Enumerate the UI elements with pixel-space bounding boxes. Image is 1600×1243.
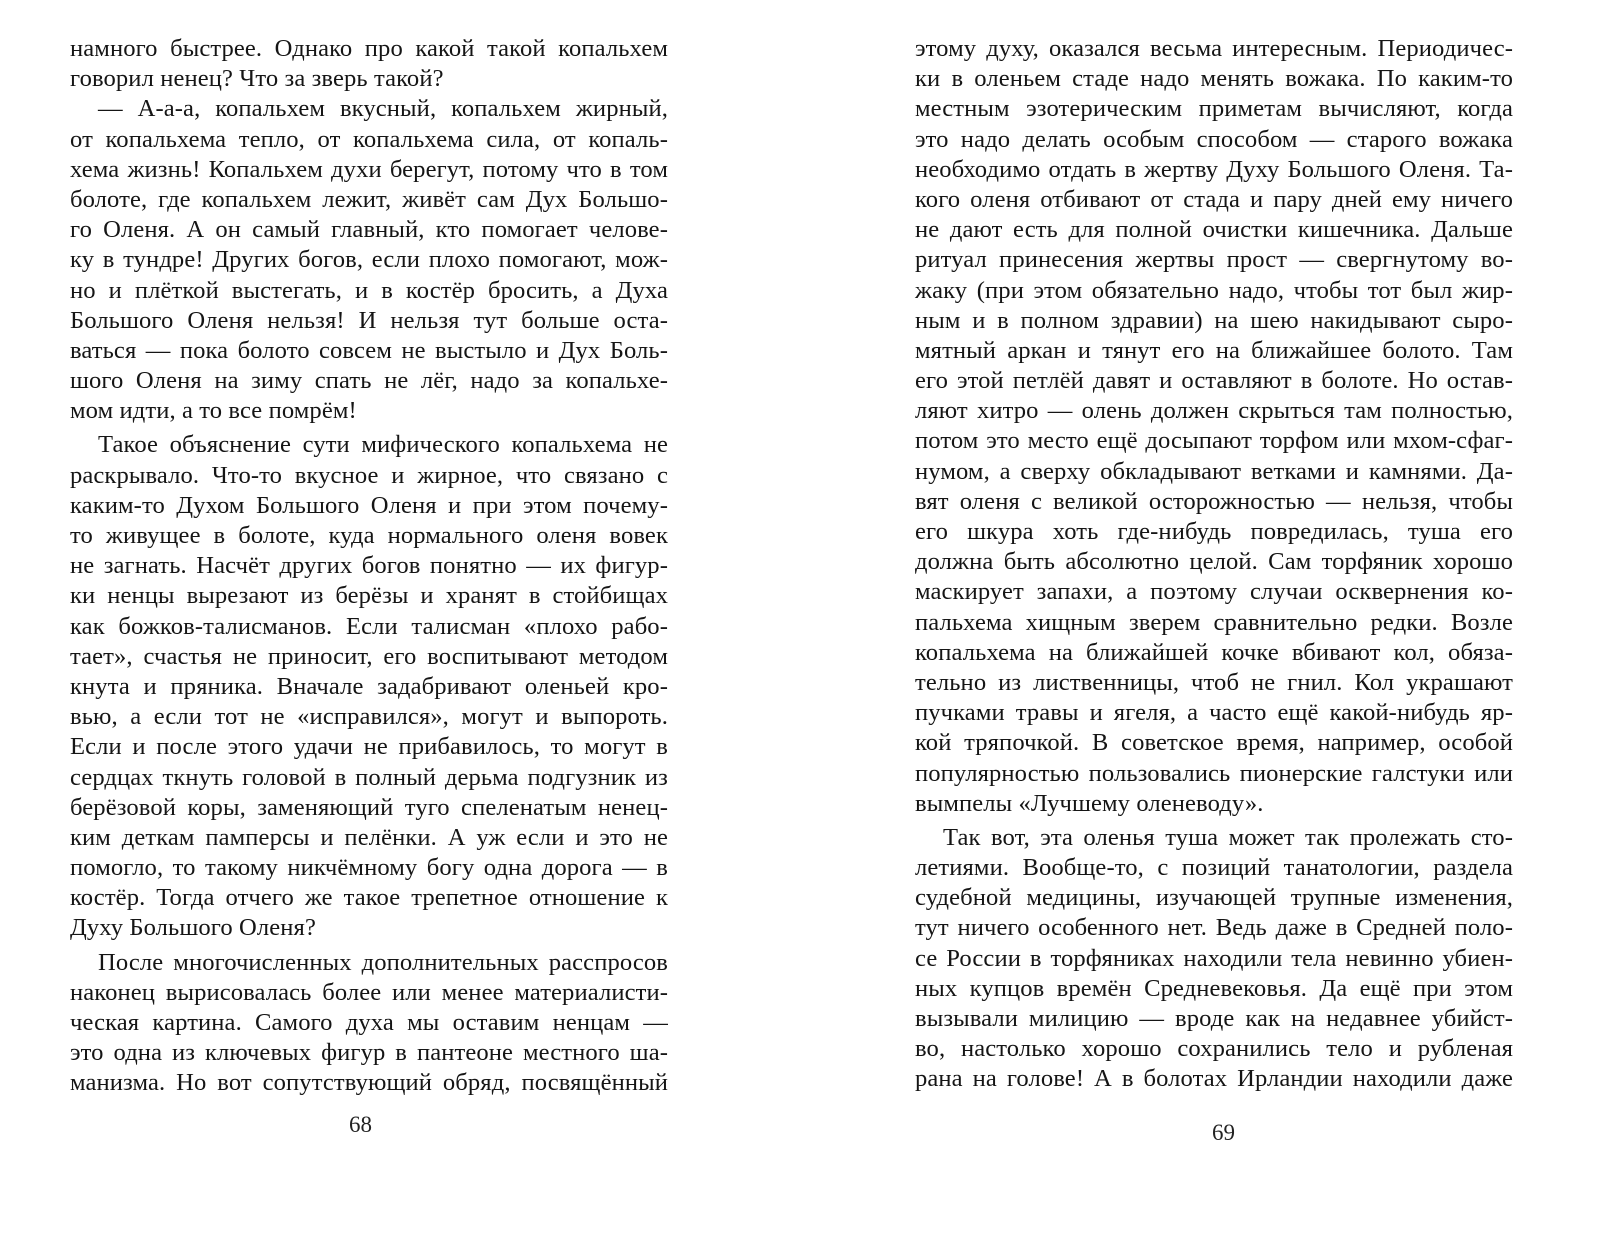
right-line-27: Так вот, эта оленья туша может так пролежать сто- [943, 823, 1513, 851]
left-line-31: После многочисленных дополнительных расспросов [98, 948, 668, 976]
right-line-23: пучками травы и ягеля, а часто ещё какой-нибудь яр- [915, 699, 1513, 727]
right-line-9: жаку (при этом обязательно надо, чтобы тот был жир- [915, 276, 1513, 304]
right-line-7: не дают есть для полной очистки кишечника. Дальше [915, 216, 1513, 244]
right-line-34: во, настолько хорошо сохранились тело и рубленая [915, 1035, 1513, 1063]
left-line-27: ким деткам памперсы и пелёнки. А уж если и это не [70, 823, 668, 851]
left-line-14: Такое объяснение сути мифического копальхема не [98, 431, 668, 459]
right-line-29: судебной медицины, изучающей трупные изменения, [915, 884, 1513, 912]
left-line-15: раскрывало. Что-то вкусное и жирное, что связано с [70, 461, 668, 489]
left-line-5: хема жизнь! Копальхем духи берегут, потому что в том [70, 155, 668, 183]
right-line-21: копальхема на ближайшей кочке вбивают кол, обяза- [915, 638, 1513, 666]
right-line-1: этому духу, оказался весьма интересным. Периодичес- [915, 35, 1513, 62]
right-line-24: кой тряпочкой. В советское время, например, особой [915, 729, 1513, 757]
right-line-32: ных купцов времён Средневековья. Да ещё при этом [915, 974, 1513, 1002]
right-line-28: летиями. Вообще-то, с позиций танатологии, раздела [915, 854, 1513, 882]
right-line-6: кого оленя отбивают от стада и пару дней ему ничего [915, 185, 1513, 213]
left-line-4: от копальхема тепло, от копальхема сила, от копаль- [70, 125, 668, 153]
left-line-30: Духу Большого Оленя? [70, 914, 316, 942]
right-page [915, 34, 1513, 1095]
right-line-2: ки в оленьем стаде надо менять вожака. По каким-то [915, 65, 1513, 93]
right-line-4: это надо делать особым способом — старого вожака [915, 125, 1513, 153]
left-line-3: — А-а-а, копальхем вкусный, копальхем жирный, [98, 95, 668, 123]
left-line-10: Большого Оленя нельзя! И нельзя тут больше оста- [70, 306, 668, 334]
right-line-13: ляют хитро — олень должен скрыться там полностью, [915, 397, 1513, 425]
left-line-25: сердцах ткнуть головой в полный дерьма подгузник из [70, 763, 668, 791]
right-line-11: мятный аркан и тянут его на ближайшее болото. Там [915, 336, 1513, 364]
right-line-26: вымпелы «Лучшему оленеводу». [915, 789, 1264, 817]
right-line-17: его шкура хоть где-нибудь повредилась, туша его [915, 518, 1513, 545]
right-line-20: пальхема хищным зверем сравнительно редки. Возле [915, 608, 1513, 636]
right-line-10: ным и в полном здравии) на шею накидывают сыро- [915, 306, 1513, 334]
right-line-8: ритуал принесения жертвы прост — свергнутому во- [915, 246, 1513, 274]
left-line-29: костёр. Тогда отчего же такое трепетное отношение к [70, 884, 668, 912]
right-page-number: 69 [1212, 1120, 1235, 1145]
right-line-22: тельно из лиственницы, чтоб не гнил. Кол украшают [915, 668, 1513, 696]
left-line-28: помогло, то такому никчёмному богу одна дорога — в [70, 854, 668, 882]
right-line-18: должна быть абсолютно целой. Сам торфяник хорошо [915, 548, 1513, 576]
left-line-13: мом идти, а то все помрём! [70, 397, 357, 425]
right-line-14: потом это место ещё досыпают торфом или мхом-сфаг- [915, 427, 1513, 455]
left-line-1: намного быстрее. Однако про какой такой копальхем [70, 35, 668, 62]
right-line-3: местным эзотерическим приметам вычисляют, когда [915, 95, 1513, 123]
left-line-23: вью, а если тот не «исправился», могут и выпороть. [70, 703, 668, 731]
left-line-9: но и плёткой выстегать, и в костёр бросить, а Духа [70, 276, 668, 304]
left-line-7: го Оленя. А он самый главный, кто помогает челове- [70, 216, 668, 244]
left-line-33: ческая картина. Самого духа мы оставим ненцам — [70, 1009, 668, 1036]
right-line-16: вят оленя с великой осторожностью — нельзя, чтобы [915, 487, 1513, 515]
left-line-21: тает», счастья не приносит, его воспитывают методом [70, 642, 668, 670]
left-line-8: ку в тундре! Других богов, если плохо помогают, мож- [70, 246, 668, 274]
left-line-20: как божков-талисманов. Если талисман «плохо рабо- [70, 612, 668, 640]
right-line-35: рана на голове! А в болотах Ирландии находили даже [915, 1065, 1513, 1093]
left-page [70, 34, 668, 1099]
left-line-24: Если и после этого удачи не прибавилось, то могут в [70, 733, 668, 761]
left-line-19: ки ненцы вырезают из берёзы и хранят в стойбищах [70, 582, 668, 610]
left-line-26: берёзовой коры, заменяющий туго спеленатым ненец- [70, 793, 668, 821]
left-line-2: говорил ненец? Что за зверь такой? [70, 65, 444, 93]
left-line-34: это одна из ключевых фигур в пантеоне местного ша- [70, 1039, 668, 1067]
left-line-12: шого Оленя на зиму спать не лёг, надо за копальхе- [70, 367, 668, 395]
left-line-18: не загнать. Насчёт других богов понятно — их фигур- [70, 552, 668, 580]
right-line-25: популярностью пользовались пионерские галстуки или [915, 759, 1513, 787]
right-line-30: тут ничего особенного нет. Ведь даже в Средней поло- [915, 914, 1513, 942]
right-line-19: маскирует запахи, а поэтому случаи осквернения ко- [915, 578, 1513, 606]
left-line-16: каким-то Духом Большого Оленя и при этом почему- [70, 491, 668, 519]
left-line-6: болоте, где копальхем лежит, живёт сам Дух Большо- [70, 185, 668, 213]
left-line-17: то живущее в болоте, куда нормального оленя вовек [70, 522, 668, 549]
right-line-5: необходимо отдать в жертву Духу Большого Оленя. Та- [915, 155, 1513, 183]
left-line-22: кнута и пряника. Вначале задабривают оленьей кро- [70, 672, 668, 700]
right-line-33: вызывали милицию — вроде как на недавнее убийст- [915, 1005, 1513, 1032]
right-line-12: его этой петлёй давят и оставляют в болоте. Но остав- [915, 367, 1513, 395]
left-line-35: манизма. Но вот сопутствующий обряд, посвящённый [70, 1069, 668, 1097]
left-line-32: наконец вырисовалась более или менее материалисти- [70, 978, 668, 1006]
left-page-number: 68 [349, 1112, 372, 1137]
right-line-15: нумом, а сверху обкладывают ветками и камнями. Да- [915, 457, 1513, 485]
left-line-11: ваться — пока болото совсем не выстыло и Дух Боль- [70, 336, 668, 364]
right-line-31: се России в торфяниках находили тела невинно убиен- [915, 944, 1513, 972]
